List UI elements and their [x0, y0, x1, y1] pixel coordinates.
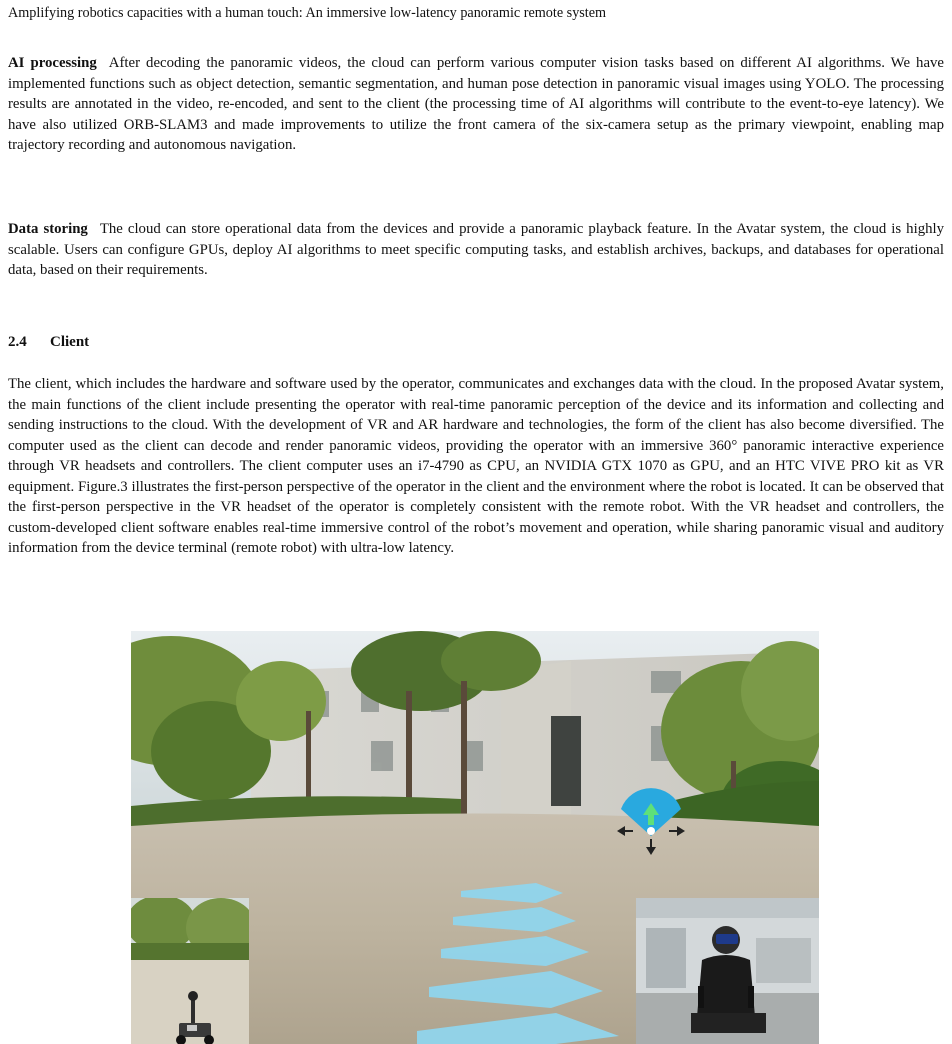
client-paragraph: The client, which includes the hardware and software used by the operator, communicates and exchanges data with the cloud. In the proposed Avatar system, the main functions of the client include presenting the operator with real-time panoramic perception of the device and its information and collecting and sending instructions to the cloud. With the development of VR and AR hardware and technologies, the form of the client has also become diversified. The computer used as the client can decode and render panoramic videos, providing the operator with an immersive 360° panoramic interactive experience through VR headsets and controllers. The client computer uses an i7-4790 as CPU, an NVIDIA GTX 1070 as GPU, and an HTC VIVE PRO kit as VR equipment. Figure.3 illustrates the first-person perspective of the operator in the client and the environment where the robot is located. It can be observed that the first-person perspective in the VR headset of the operator is completely consistent with the remote robot. With the VR headset and controllers, the custom-developed client software enables real-time immersive control of the robot’s movement and operation, while sharing panoramic visual and auditory information from the device terminal (remote robot) with ultra-low latency. [8, 376, 944, 556]
section-number: 2.4 [8, 334, 27, 350]
ai-processing-paragraph [8, 53, 944, 156]
robot-inset-image [131, 898, 249, 1044]
section-title: Client [50, 334, 90, 350]
section-heading [8, 332, 89, 352]
building-entrance [551, 716, 581, 806]
data-storing-paragraph [8, 219, 944, 281]
running-header: Amplifying robotics capacities with a human touch: An immersive low-latency panoramic remote system [8, 5, 607, 21]
data-storing-body: The cloud can store operational data from the devices and provide a panoramic playback feature. In the Avatar system, the cloud is highly scalable. Users can configure GPUs, deploy AI algorithms to meet specific computing tasks, and establish archives, backups, and databases for operational data, based on their requirements. [8, 221, 944, 278]
data-storing-heading: Data storing [8, 221, 88, 237]
vr-first-person-figure [131, 631, 819, 1044]
operator-inset-image [636, 898, 819, 1044]
ai-processing-heading: AI processing [8, 55, 97, 71]
ai-processing-body: After decoding the panoramic videos, the cloud can perform various computer vision tasks based on different AI algorithms. We have implemented functions such as object detection, semantic segmentation, and human pose detection in panoramic visual images using YOLO. The processing results are annotated in the video, re-encoded, and sent to the client (the processing time of AI algorithms will contribute to the event-to-eye latency). We have also utilized ORB-SLAM3 and made improvements to utilize the front camera of the six-camera setup as the primary viewpoint, enabling map trajectory recording and autonomous navigation. [8, 55, 944, 153]
